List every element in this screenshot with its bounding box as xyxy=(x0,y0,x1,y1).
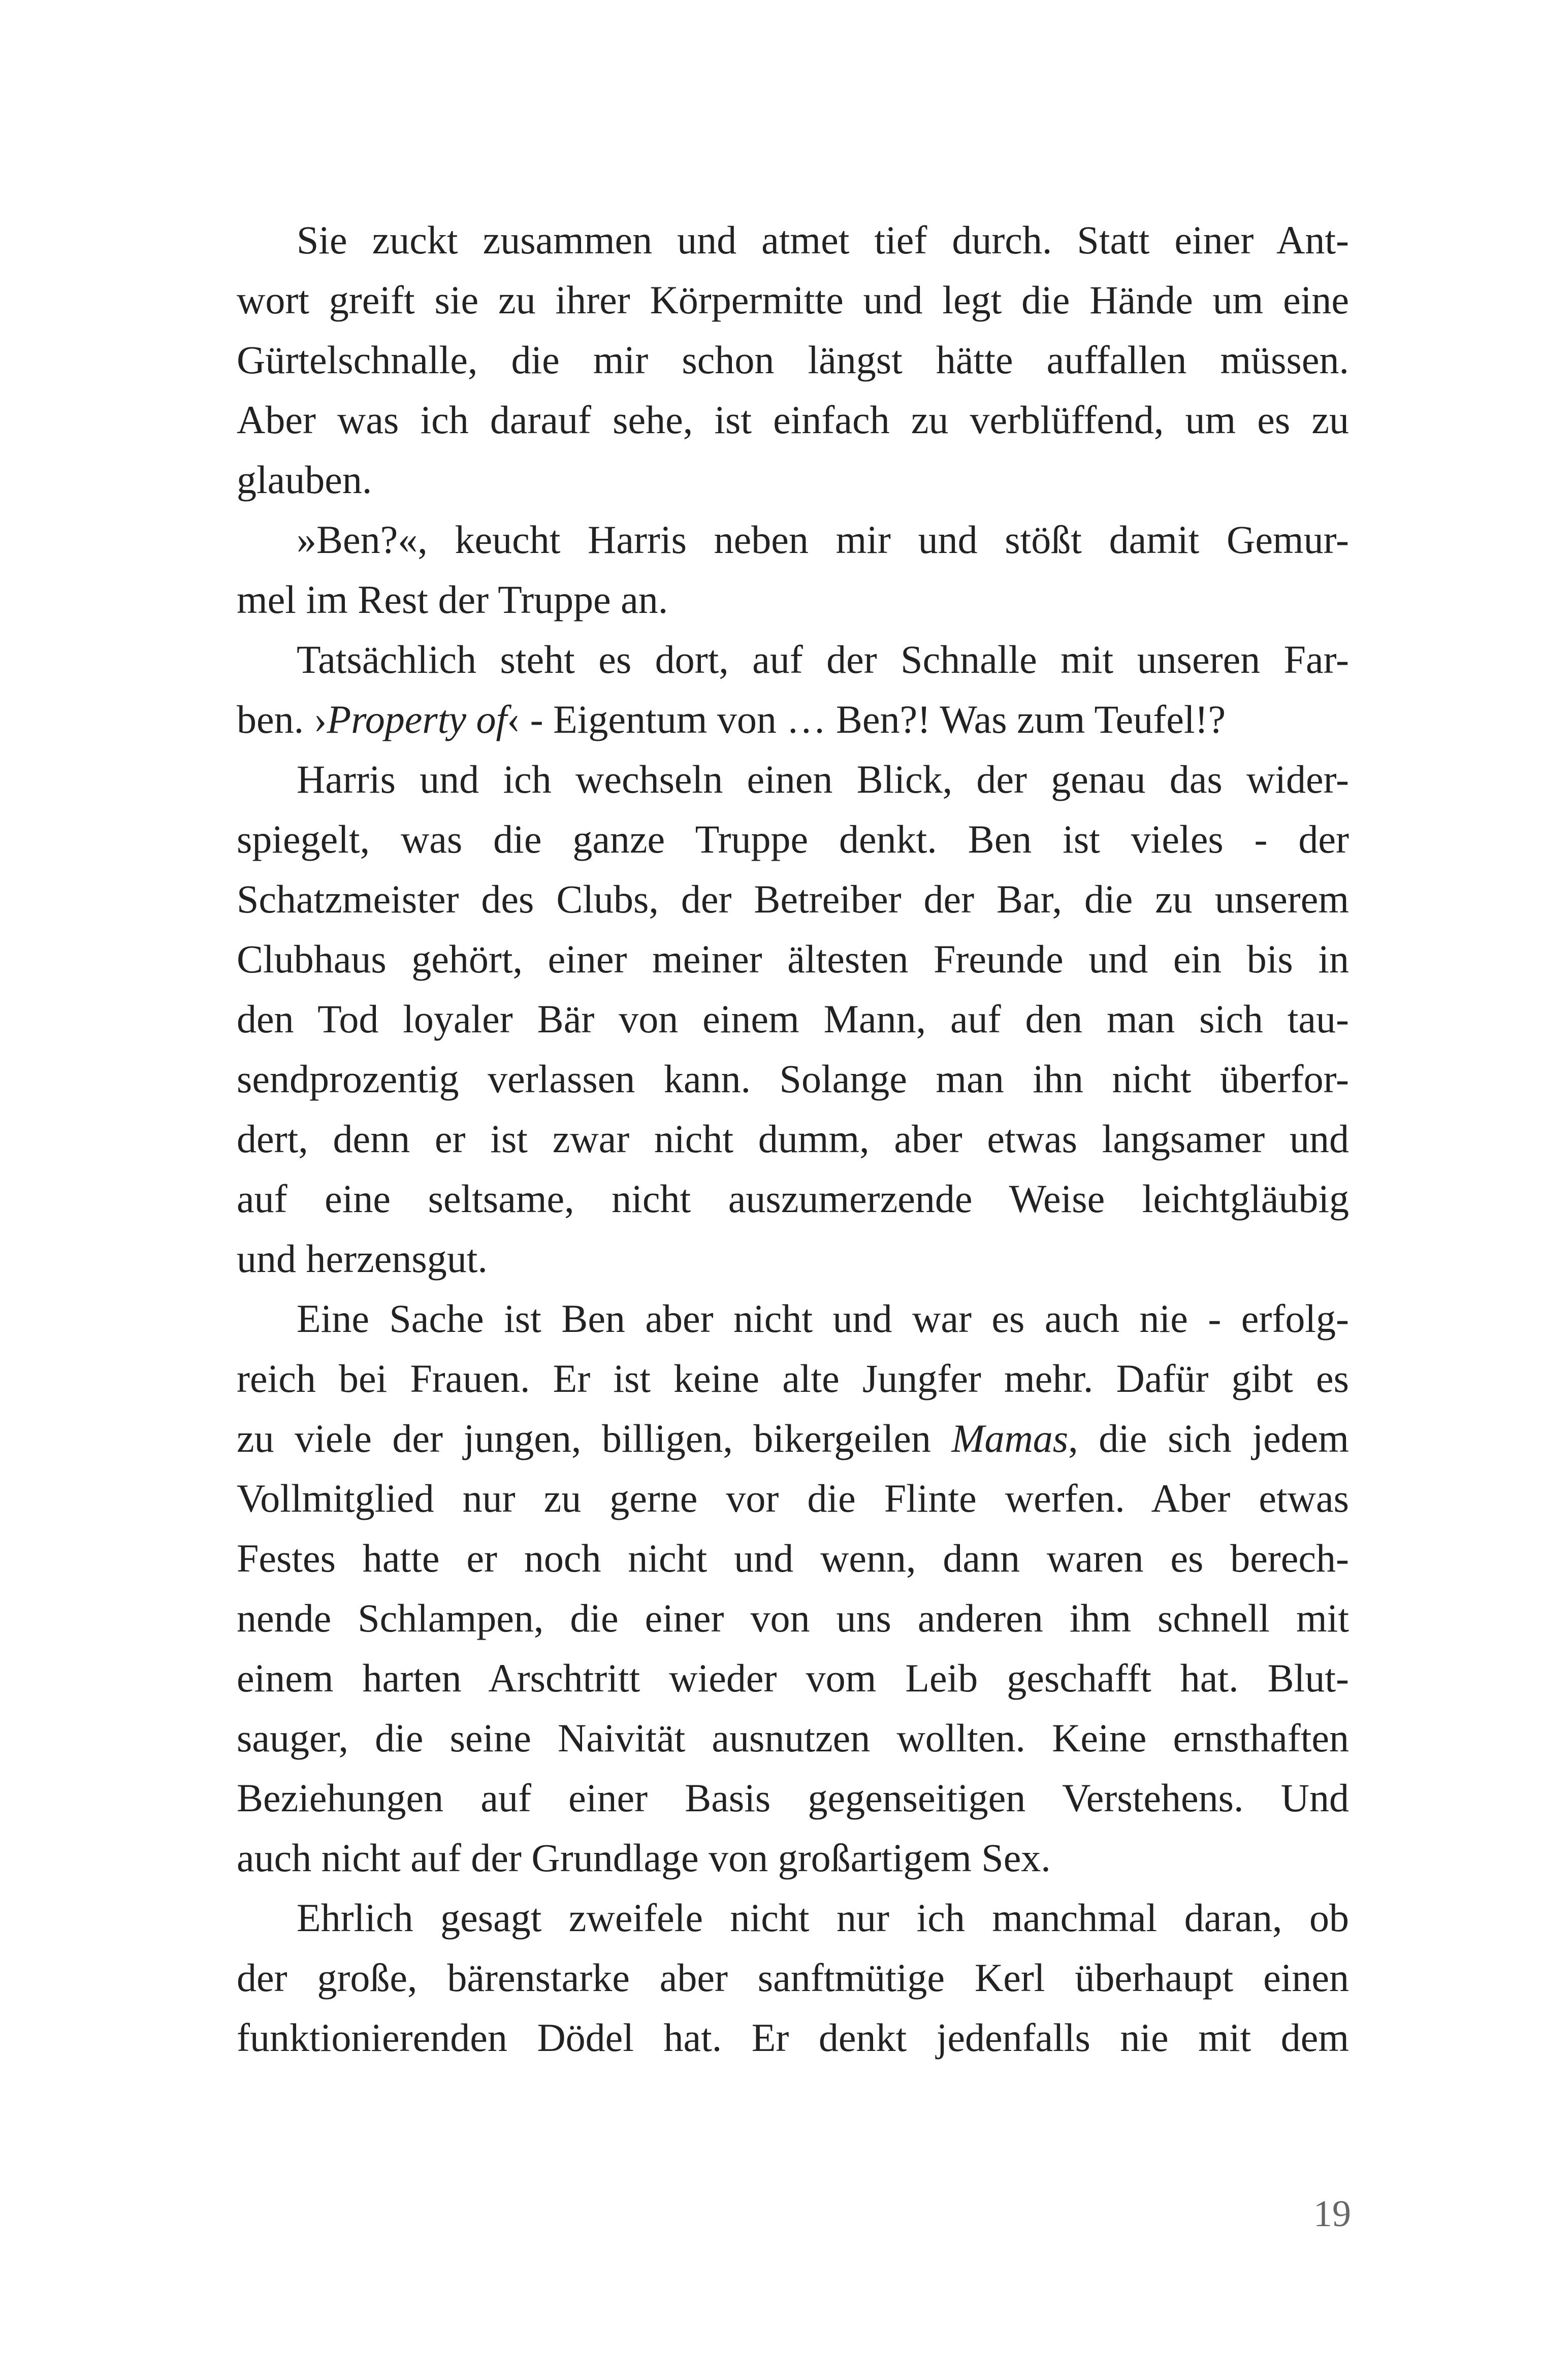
text-line: dert, denn er ist zwar nicht dumm, aber etwas langsamer und xyxy=(237,1117,1349,1161)
text-line: »Ben?«, keucht Harris neben mir und stößt damit Gemur- xyxy=(297,517,1349,562)
text-line: Beziehungen auf einer Basis gegenseitigen Verstehens. Und xyxy=(237,1776,1349,1820)
paragraph xyxy=(237,210,1349,510)
text-run: zu viele der jungen, billigen, bikergeilen xyxy=(237,1416,952,1460)
text-line: reich bei Frauen. Er ist keine alte Jungfer mehr. Dafür gibt es xyxy=(237,1356,1349,1400)
paragraph xyxy=(237,510,1349,630)
text-line: Harris und ich wechseln einen Blick, der genau das wider- xyxy=(297,757,1349,801)
text-line: sendprozentig verlassen kann. Solange man ihn nicht überfor- xyxy=(237,1057,1349,1101)
text-run: ‹ - Eigentum von … Ben?! Was zum Teufel!? xyxy=(507,697,1226,741)
text-line: nende Schlampen, die einer von uns anderen ihm schnell mit xyxy=(237,1596,1349,1640)
text-line: den Tod loyaler Bär von einem Mann, auf den man sich tau- xyxy=(237,997,1349,1041)
text-line: Sie zuckt zusammen und atmet tief durch. Statt einer Ant- xyxy=(297,218,1349,262)
text-line: auf eine seltsame, nicht auszumerzende Weise leichtgläubig xyxy=(237,1177,1349,1221)
paragraph xyxy=(237,630,1349,749)
text-line: Gürtelschnalle, die mir schon längst hätte auffallen müssen. xyxy=(237,338,1349,382)
text-line: mel im Rest der Truppe an. xyxy=(237,577,668,622)
text-run: ben. › xyxy=(237,697,327,741)
text-line: funktionierenden Dödel hat. Er denkt jedenfalls nie mit dem xyxy=(237,2015,1349,2060)
body-text xyxy=(237,210,1349,2068)
text-line: auch nicht auf der Grundlage von großartigem Sex. xyxy=(237,1836,1051,1880)
text-line: Tatsächlich steht es dort, auf der Schnalle mit unseren Far- xyxy=(297,637,1349,681)
text-line: wort greift sie zu ihrer Körpermitte und legt die Hände um eine xyxy=(237,278,1349,322)
text-line: und herzensgut. xyxy=(237,1236,488,1281)
text-line: Clubhaus gehört, einer meiner ältesten Freunde und ein bis in xyxy=(237,937,1349,981)
text-line xyxy=(237,690,1349,749)
text-line: einem harten Arschtritt wieder vom Leib geschafft hat. Blut- xyxy=(237,1656,1349,1700)
paragraph xyxy=(237,1888,1349,2068)
page-number: 19 xyxy=(1313,2193,1351,2235)
paragraph xyxy=(237,749,1349,1289)
text-line: Eine Sache ist Ben aber nicht und war es auch nie - erfolg- xyxy=(297,1296,1349,1341)
text-line xyxy=(237,1409,1349,1469)
text-line: sauger, die seine Naivität ausnutzen wollten. Keine ernsthaften xyxy=(237,1716,1349,1760)
text-line: Aber was ich darauf sehe, ist einfach zu verblüffend, um es zu xyxy=(237,398,1349,442)
paragraph xyxy=(237,1289,1349,1888)
text-run: , die sich jedem xyxy=(1068,1416,1349,1460)
italic-phrase: Property of xyxy=(327,697,507,741)
text-line: Schatzmeister des Clubs, der Betreiber der Bar, die zu unserem xyxy=(237,877,1349,921)
text-line: spiegelt, was die ganze Truppe denkt. Ben ist vieles - der xyxy=(237,817,1349,861)
italic-word: Mamas xyxy=(951,1416,1069,1460)
text-line: glauben. xyxy=(237,458,372,502)
text-line: Vollmitglied nur zu gerne vor die Flinte werfen. Aber etwas xyxy=(237,1476,1349,1520)
text-line: Festes hatte er noch nicht und wenn, dann waren es berech- xyxy=(237,1536,1349,1580)
text-line: der große, bärenstarke aber sanftmütige Kerl überhaupt einen xyxy=(237,1955,1349,2000)
text-line: Ehrlich gesagt zweifele nicht nur ich manchmal daran, ob xyxy=(297,1896,1349,1940)
